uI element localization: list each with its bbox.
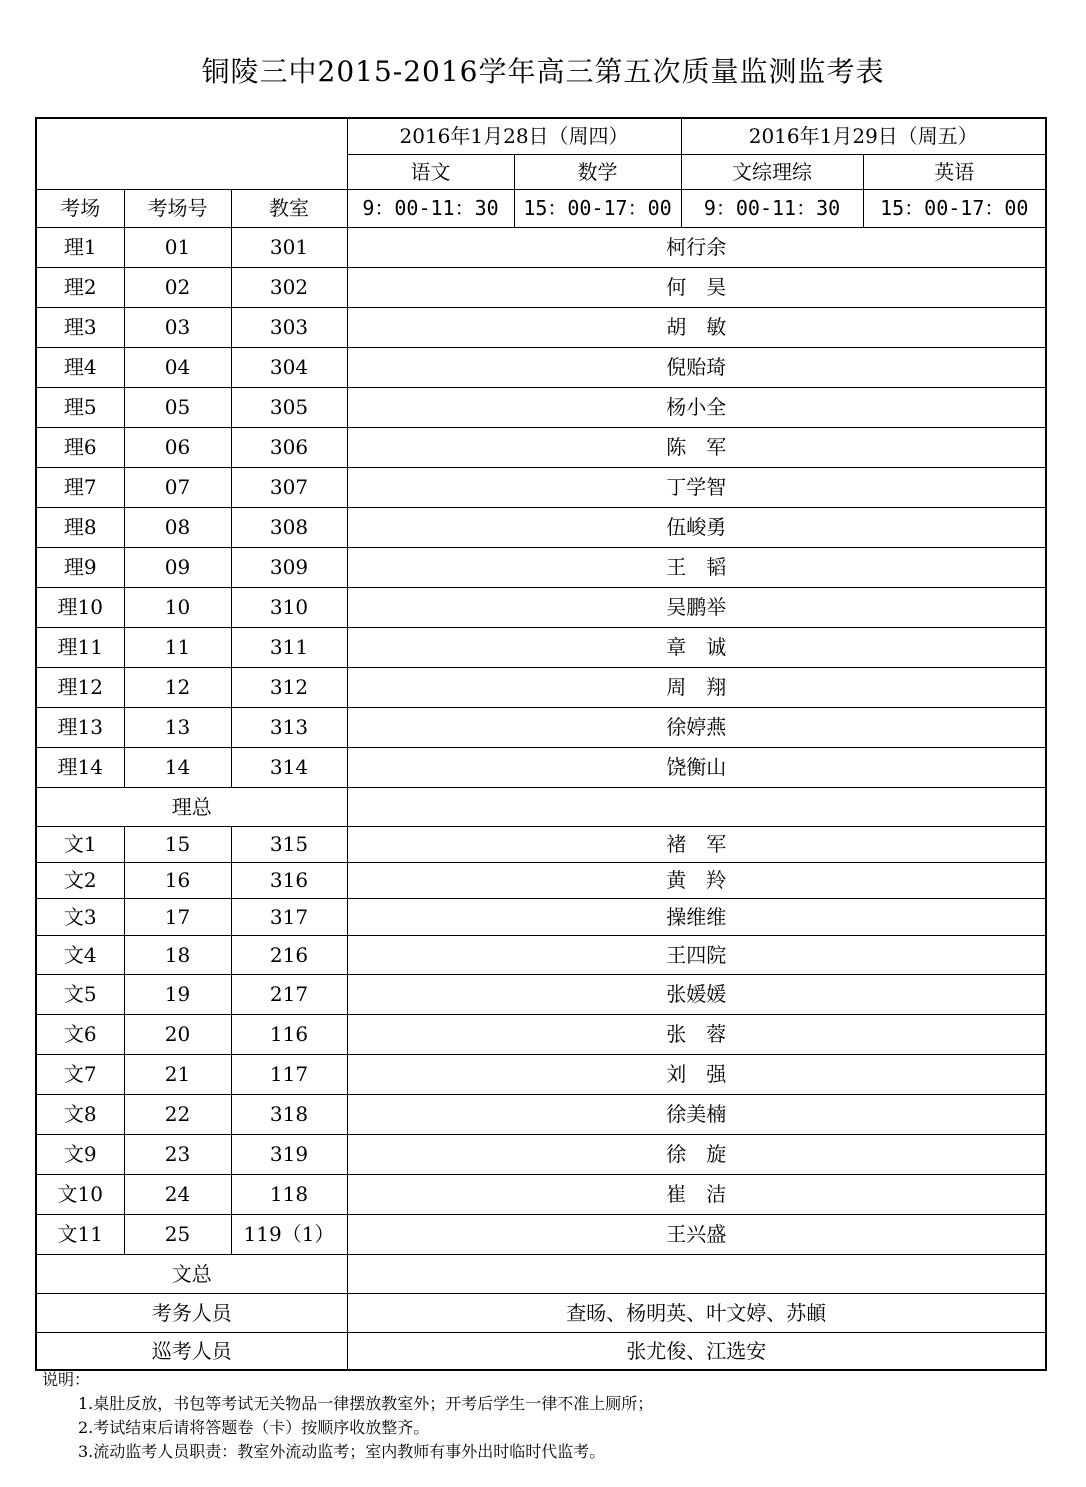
time-slot-4: 15：00-17：00 xyxy=(863,189,1046,227)
room-number-cell: 04 xyxy=(124,347,231,387)
column-header-room: 考场 xyxy=(36,189,124,227)
note-item: 3.流动监考人员职责：教室外流动监考；室内教师有事外出时临时代监考。 xyxy=(78,1442,606,1461)
classroom-cell: 116 xyxy=(231,1014,347,1054)
room-number-cell: 08 xyxy=(124,507,231,547)
proctor-cell: 杨小全 xyxy=(347,387,1046,427)
room-number-cell: 18 xyxy=(124,935,231,974)
note-item: 1.桌肚反放，书包等考试无关物品一律摆放教室外；开考后学生一律不准上厕所； xyxy=(78,1394,654,1413)
room-number-cell: 03 xyxy=(124,307,231,347)
room-number-cell: 11 xyxy=(124,627,231,667)
subject-combined: 文综理综 xyxy=(681,154,863,189)
room-number-cell: 17 xyxy=(124,898,231,935)
proctor-cell: 张媛媛 xyxy=(347,974,1046,1014)
science-total-value xyxy=(347,787,1046,826)
classroom-cell: 313 xyxy=(231,707,347,747)
table-row xyxy=(36,974,1046,1014)
classroom-cell: 216 xyxy=(231,935,347,974)
table-row xyxy=(36,667,1046,707)
proctor-cell: 徐美楠 xyxy=(347,1094,1046,1134)
proctor-cell: 王 韬 xyxy=(347,547,1046,587)
classroom-cell: 317 xyxy=(231,898,347,935)
note-item: 2.考试结束后请将答题卷（卡）按顺序收放整齐。 xyxy=(78,1418,430,1437)
classroom-cell: 311 xyxy=(231,627,347,667)
classroom-cell: 310 xyxy=(231,587,347,627)
proctor-cell: 张 蓉 xyxy=(347,1014,1046,1054)
proctor-cell: 王兴盛 xyxy=(347,1214,1046,1254)
table-row xyxy=(36,467,1046,507)
proctor-cell: 胡 敏 xyxy=(347,307,1046,347)
classroom-cell: 117 xyxy=(231,1054,347,1094)
proctor-cell: 丁学智 xyxy=(347,467,1046,507)
room-number-cell: 23 xyxy=(124,1134,231,1174)
classroom-cell: 302 xyxy=(231,267,347,307)
room-cell: 文7 xyxy=(36,1054,124,1094)
classroom-cell: 304 xyxy=(231,347,347,387)
room-cell: 文2 xyxy=(36,862,124,898)
room-cell: 理2 xyxy=(36,267,124,307)
table-row xyxy=(36,627,1046,667)
table-row xyxy=(36,387,1046,427)
room-cell: 理10 xyxy=(36,587,124,627)
table-row xyxy=(36,1014,1046,1054)
staff-value: 查旸、杨明英、叶文婷、苏頔 xyxy=(347,1293,1046,1332)
proctor-cell: 刘 强 xyxy=(347,1054,1046,1094)
room-cell: 理5 xyxy=(36,387,124,427)
proctor-cell: 黄 羚 xyxy=(347,862,1046,898)
room-cell: 理9 xyxy=(36,547,124,587)
classroom-cell: 312 xyxy=(231,667,347,707)
proctor-schedule-table xyxy=(35,117,1047,1371)
table-row xyxy=(36,1134,1046,1174)
table-row xyxy=(36,1054,1046,1094)
room-number-cell: 09 xyxy=(124,547,231,587)
proctor-cell: 王四院 xyxy=(347,935,1046,974)
science-total-row xyxy=(36,787,1046,826)
proctor-cell: 柯行余 xyxy=(347,227,1046,267)
table-row xyxy=(36,507,1046,547)
room-cell: 理11 xyxy=(36,627,124,667)
room-cell: 文11 xyxy=(36,1214,124,1254)
proctor-cell: 徐婷燕 xyxy=(347,707,1046,747)
table-row xyxy=(36,747,1046,787)
liberal-arts-total-row xyxy=(36,1254,1046,1293)
room-cell: 理3 xyxy=(36,307,124,347)
room-number-cell: 13 xyxy=(124,707,231,747)
room-cell: 文3 xyxy=(36,898,124,935)
time-slot-2: 15：00-17：00 xyxy=(514,189,681,227)
classroom-cell: 316 xyxy=(231,862,347,898)
staff-label: 考务人员 xyxy=(36,1293,347,1332)
header-date-2: 2016年1月29日（周五） xyxy=(681,118,1046,154)
table-row xyxy=(36,587,1046,627)
time-slot-1: 9：00-11：30 xyxy=(347,189,514,227)
table-row xyxy=(36,347,1046,387)
room-number-cell: 15 xyxy=(124,826,231,862)
page-title: 铜陵三中2015-2016学年高三第五次质量监测监考表 xyxy=(201,55,885,88)
liberal-arts-total-label: 文总 xyxy=(36,1254,347,1293)
room-number-cell: 05 xyxy=(124,387,231,427)
table-row xyxy=(36,707,1046,747)
room-number-cell: 12 xyxy=(124,667,231,707)
room-cell: 文5 xyxy=(36,974,124,1014)
table-row xyxy=(36,1174,1046,1214)
proctor-cell: 章 诚 xyxy=(347,627,1046,667)
table-row xyxy=(36,267,1046,307)
notes-heading: 说明： xyxy=(42,1370,91,1389)
proctor-cell: 倪贻琦 xyxy=(347,347,1046,387)
proctor-cell: 吴鹏举 xyxy=(347,587,1046,627)
table-row xyxy=(36,307,1046,347)
room-number-cell: 14 xyxy=(124,747,231,787)
classroom-cell: 319 xyxy=(231,1134,347,1174)
column-header-room-number: 考场号 xyxy=(124,189,231,227)
proctor-cell: 何 昊 xyxy=(347,267,1046,307)
classroom-cell: 217 xyxy=(231,974,347,1014)
classroom-cell: 318 xyxy=(231,1094,347,1134)
room-cell: 理12 xyxy=(36,667,124,707)
classroom-cell: 305 xyxy=(231,387,347,427)
room-number-cell: 01 xyxy=(124,227,231,267)
room-cell: 文4 xyxy=(36,935,124,974)
classroom-cell: 307 xyxy=(231,467,347,507)
room-cell: 文6 xyxy=(36,1014,124,1054)
proctor-cell: 饶衡山 xyxy=(347,747,1046,787)
room-number-cell: 10 xyxy=(124,587,231,627)
room-number-cell: 25 xyxy=(124,1214,231,1254)
table-row xyxy=(36,547,1046,587)
room-number-cell: 21 xyxy=(124,1054,231,1094)
table-row xyxy=(36,826,1046,862)
patrol-label: 巡考人员 xyxy=(36,1332,347,1370)
room-cell: 理4 xyxy=(36,347,124,387)
room-number-cell: 07 xyxy=(124,467,231,507)
column-header-classroom: 教室 xyxy=(231,189,347,227)
classroom-cell: 306 xyxy=(231,427,347,467)
room-number-cell: 20 xyxy=(124,1014,231,1054)
room-number-cell: 02 xyxy=(124,267,231,307)
subject-english: 英语 xyxy=(863,154,1046,189)
patrol-value: 张尤俊、江选安 xyxy=(347,1332,1046,1370)
table-row xyxy=(36,427,1046,467)
room-cell: 文1 xyxy=(36,826,124,862)
proctor-cell: 崔 洁 xyxy=(347,1174,1046,1214)
table-row xyxy=(36,862,1046,898)
header-blank-cell xyxy=(36,118,347,189)
proctor-cell: 褚 军 xyxy=(347,826,1046,862)
room-number-cell: 19 xyxy=(124,974,231,1014)
header-row-dates xyxy=(36,118,1046,154)
classroom-cell: 309 xyxy=(231,547,347,587)
room-number-cell: 22 xyxy=(124,1094,231,1134)
staff-row xyxy=(36,1293,1046,1332)
classroom-cell: 315 xyxy=(231,826,347,862)
table-row xyxy=(36,1214,1046,1254)
proctor-cell: 伍峻勇 xyxy=(347,507,1046,547)
time-slot-3: 9：00-11：30 xyxy=(681,189,863,227)
classroom-cell: 308 xyxy=(231,507,347,547)
classroom-cell: 314 xyxy=(231,747,347,787)
room-number-cell: 16 xyxy=(124,862,231,898)
room-cell: 理6 xyxy=(36,427,124,467)
room-cell: 理14 xyxy=(36,747,124,787)
room-cell: 文8 xyxy=(36,1094,124,1134)
room-cell: 文10 xyxy=(36,1174,124,1214)
subject-chinese: 语文 xyxy=(347,154,514,189)
proctor-cell: 徐 旋 xyxy=(347,1134,1046,1174)
proctor-cell: 操维维 xyxy=(347,898,1046,935)
notes-section xyxy=(42,1368,1042,1464)
room-cell: 理13 xyxy=(36,707,124,747)
patrol-row xyxy=(36,1332,1046,1370)
room-cell: 理1 xyxy=(36,227,124,267)
room-cell: 理8 xyxy=(36,507,124,547)
proctor-cell: 周 翔 xyxy=(347,667,1046,707)
table-row xyxy=(36,898,1046,935)
table-row xyxy=(36,227,1046,267)
classroom-cell: 118 xyxy=(231,1174,347,1214)
classroom-cell: 119（1） xyxy=(231,1214,347,1254)
table-row xyxy=(36,935,1046,974)
classroom-cell: 303 xyxy=(231,307,347,347)
classroom-cell: 301 xyxy=(231,227,347,267)
science-total-label: 理总 xyxy=(36,787,347,826)
room-number-cell: 06 xyxy=(124,427,231,467)
liberal-arts-total-value xyxy=(347,1254,1046,1293)
table-row xyxy=(36,1094,1046,1134)
room-number-cell: 24 xyxy=(124,1174,231,1214)
header-row-times xyxy=(36,189,1046,227)
proctor-cell: 陈 军 xyxy=(347,427,1046,467)
subject-math: 数学 xyxy=(514,154,681,189)
header-date-1: 2016年1月28日（周四） xyxy=(347,118,681,154)
room-cell: 理7 xyxy=(36,467,124,507)
room-cell: 文9 xyxy=(36,1134,124,1174)
